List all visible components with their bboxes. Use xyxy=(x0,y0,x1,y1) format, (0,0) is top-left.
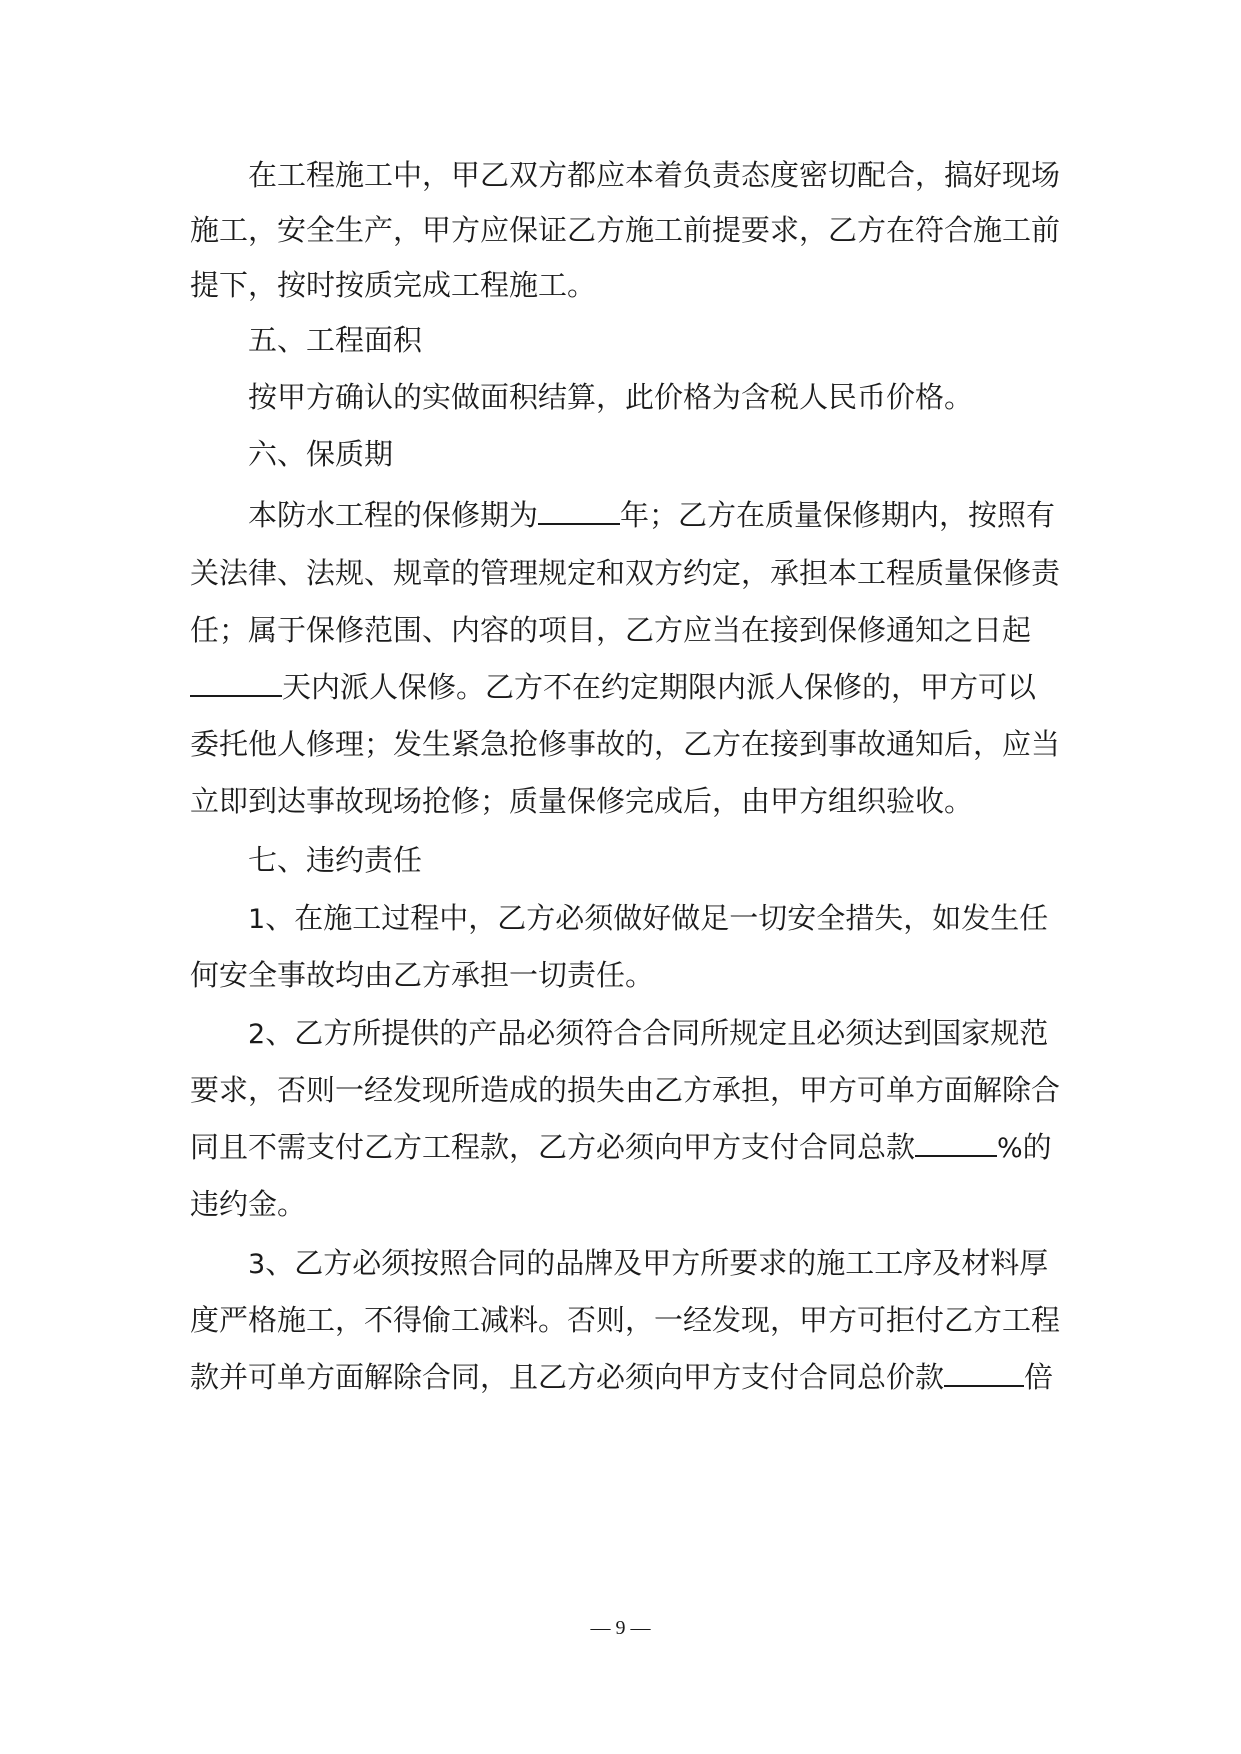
paragraph-line: 任；属于保修范围、内容的项目，乙方应当在接到保修通知之日起 xyxy=(190,613,1032,647)
text-segment: 款并可单方面解除合同，且乙方必须向甲方支付合同总价款 xyxy=(190,1360,945,1394)
paragraph-line: 提下，按时按质完成工程施工。 xyxy=(190,268,597,302)
paragraph-line xyxy=(190,667,1036,707)
fill-in-blank xyxy=(944,1357,1024,1387)
section-heading-area: 五、工程面积 xyxy=(248,323,423,357)
paragraph-line: 何安全事故均由乙方承担一切责任。 xyxy=(190,958,655,992)
item-number: 1 xyxy=(248,904,266,935)
paragraph-line xyxy=(248,898,1048,938)
paragraph-line: 要求，否则一经发现所造成的损失由乙方承担，甲方可单方面解除合 xyxy=(190,1073,1061,1107)
text-segment: 年；乙方在质量保修期内，按照有 xyxy=(620,498,1056,532)
item-number: 3 xyxy=(248,1249,266,1280)
paragraph-line: 关法律、法规、规章的管理规定和双方约定，承担本工程质量保修责 xyxy=(190,556,1061,590)
section-heading-warranty: 六、保质期 xyxy=(248,437,394,471)
paragraph-line: 立即到达事故现场抢修；质量保修完成后，由甲方组织验收。 xyxy=(190,784,974,818)
paragraph-line: 委托他人修理；发生紧急抢修事故的，乙方在接到事故通知后，应当 xyxy=(190,727,1061,761)
paragraph-line xyxy=(190,1357,1053,1397)
paragraph-line: 违约金。 xyxy=(190,1187,307,1221)
page-number: — 9 — xyxy=(590,1617,651,1639)
paragraph-line: 度严格施工，不得偷工减料。否则，一经发现，甲方可拒付乙方工程 xyxy=(190,1303,1061,1337)
fill-in-blank xyxy=(915,1127,997,1157)
text-segment: 同且不需支付乙方工程款，乙方必须向甲方支付合同总款 xyxy=(190,1130,916,1164)
percent-sign: % xyxy=(997,1133,1023,1164)
text-segment: 、乙方必须按照合同的品牌及甲方所要求的施工工序及材料厚 xyxy=(265,1246,1049,1280)
paragraph-line xyxy=(190,1127,1052,1167)
paragraph-line: 按甲方确认的实做面积结算，此价格为含税人民币价格。 xyxy=(248,380,974,414)
text-segment: 天内派人保修。乙方不在约定期限内派人保修的，甲方可以 xyxy=(282,670,1037,704)
section-heading-liability: 七、违约责任 xyxy=(248,843,423,877)
text-segment: 本防水工程的保修期为 xyxy=(248,498,539,532)
text-segment: 、乙方所提供的产品必须符合合同所规定且必须达到国家规范 xyxy=(265,1016,1049,1050)
fill-in-blank xyxy=(190,667,282,697)
paragraph-line xyxy=(248,495,1055,535)
text-segment: 、在施工过程中，乙方必须做好做足一切安全措失，如发生任 xyxy=(265,901,1049,935)
item-number: 2 xyxy=(248,1019,266,1050)
text-segment: 的 xyxy=(1022,1130,1052,1164)
paragraph-line: 施工，安全生产，甲方应保证乙方施工前提要求，乙方在符合施工前 xyxy=(190,213,1061,247)
paragraph-line: 在工程施工中，甲乙双方都应本着负责态度密切配合，搞好现场 xyxy=(248,158,1061,192)
text-segment: 倍 xyxy=(1024,1360,1054,1394)
fill-in-blank xyxy=(538,495,620,525)
paragraph-line xyxy=(248,1243,1048,1283)
paragraph-line xyxy=(248,1013,1048,1053)
